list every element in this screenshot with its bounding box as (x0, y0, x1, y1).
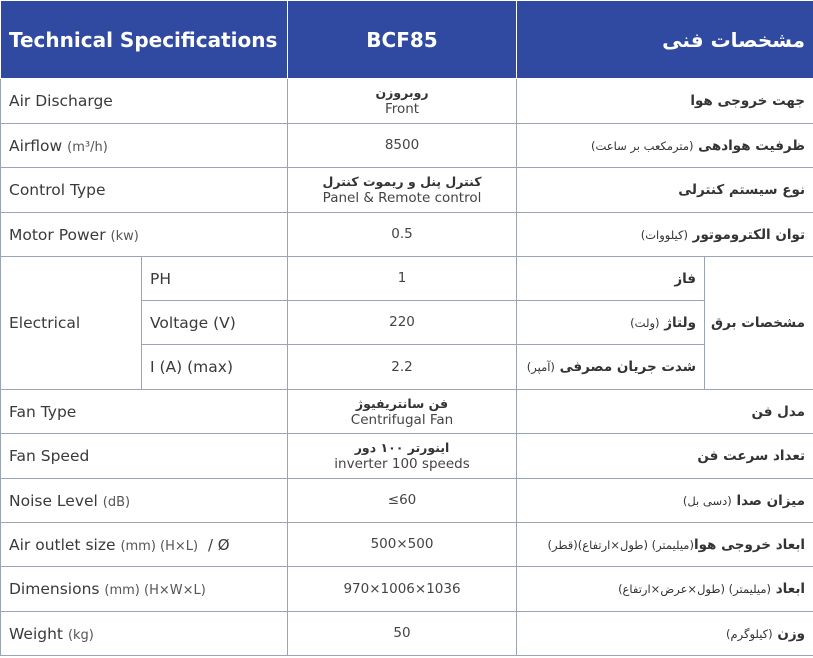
label-en: Fan Speed (1, 434, 288, 479)
value-voltage: 220 (288, 301, 517, 345)
label-en: Dimensions (mm) (H×W×L) (1, 567, 288, 612)
header-row (1, 1, 813, 79)
label-en: Noise Level (dB) (1, 479, 288, 523)
label-en: Weight (kg) (1, 612, 288, 656)
header-technical-specifications: Technical Specifications (1, 1, 288, 79)
value: 8500 (288, 124, 517, 168)
label-en: Airflow (m³/h) (1, 124, 288, 168)
row-dimensions (1, 567, 813, 612)
label-fa: جهت خروجی هوا (517, 79, 813, 124)
value: 0.5 (288, 213, 517, 257)
label-en: Control Type (1, 168, 288, 213)
row-control-type (1, 168, 813, 213)
label-en: Air outlet size (mm) (H×L) / Ø (1, 523, 288, 567)
row-airflow (1, 124, 813, 168)
label-fa: ابعاد (میلیمتر) (طول×عرض×ارتفاع) (517, 567, 813, 612)
row-fan-speed (1, 434, 813, 479)
label-en-electrical: Electrical (1, 257, 142, 390)
label-en: Fan Type (1, 390, 288, 434)
label-fa: وزن (کیلوگرم) (517, 612, 813, 656)
label-fa: میزان صدا (دسی بل) (517, 479, 813, 523)
label-fa: توان الکتروموتور (کیلووات) (517, 213, 813, 257)
row-air-outlet-size (1, 523, 813, 567)
row-noise-level (1, 479, 813, 523)
value: ≤60 (288, 479, 517, 523)
value: فن سانتریفیوژ Centrifugal Fan (288, 390, 517, 434)
value-ph: 1 (288, 257, 517, 301)
label-fa-ph: فاز (517, 257, 705, 301)
value: 50 (288, 612, 517, 656)
label-en: Motor Power (kw) (1, 213, 288, 257)
row-weight (1, 612, 813, 656)
row-electrical-ph (1, 257, 813, 301)
value: کنترل پنل و ریموت کنترل Panel & Remote control (288, 168, 517, 213)
label-fa-electrical: مشخصات برق (705, 257, 813, 390)
label-fa-voltage: ولتاژ (ولت) (517, 301, 705, 345)
header-model: BCF85 (288, 1, 517, 79)
value-current: 2.2 (288, 345, 517, 390)
label-en-voltage: Voltage (V) (142, 301, 288, 345)
label-fa: ابعاد خروجی هوا(میلیمتر) (طول×ارتفاع)(قطر) (517, 523, 813, 567)
row-air-discharge (1, 79, 813, 124)
row-fan-type (1, 390, 813, 434)
label-en-ph: PH (142, 257, 288, 301)
value: 970×1006×1036 (288, 567, 517, 612)
label-fa: نوع سیستم کنترلی (517, 168, 813, 213)
row-motor-power (1, 213, 813, 257)
value: 500×500 (288, 523, 517, 567)
value: اینورتر ۱۰۰ دور inverter 100 speeds (288, 434, 517, 479)
label-fa: ظرفیت هوادهی (مترمکعب بر ساعت) (517, 124, 813, 168)
label-fa-current: شدت جریان مصرفی (آمپر) (517, 345, 705, 390)
label-fa: تعداد سرعت فن (517, 434, 813, 479)
value: روبروزن Front (288, 79, 517, 124)
label-en: Air Discharge (1, 79, 288, 124)
header-persian-title: مشخصات فنی (517, 1, 813, 79)
label-fa: مدل فن (517, 390, 813, 434)
label-en-current: I (A) (max) (142, 345, 288, 390)
